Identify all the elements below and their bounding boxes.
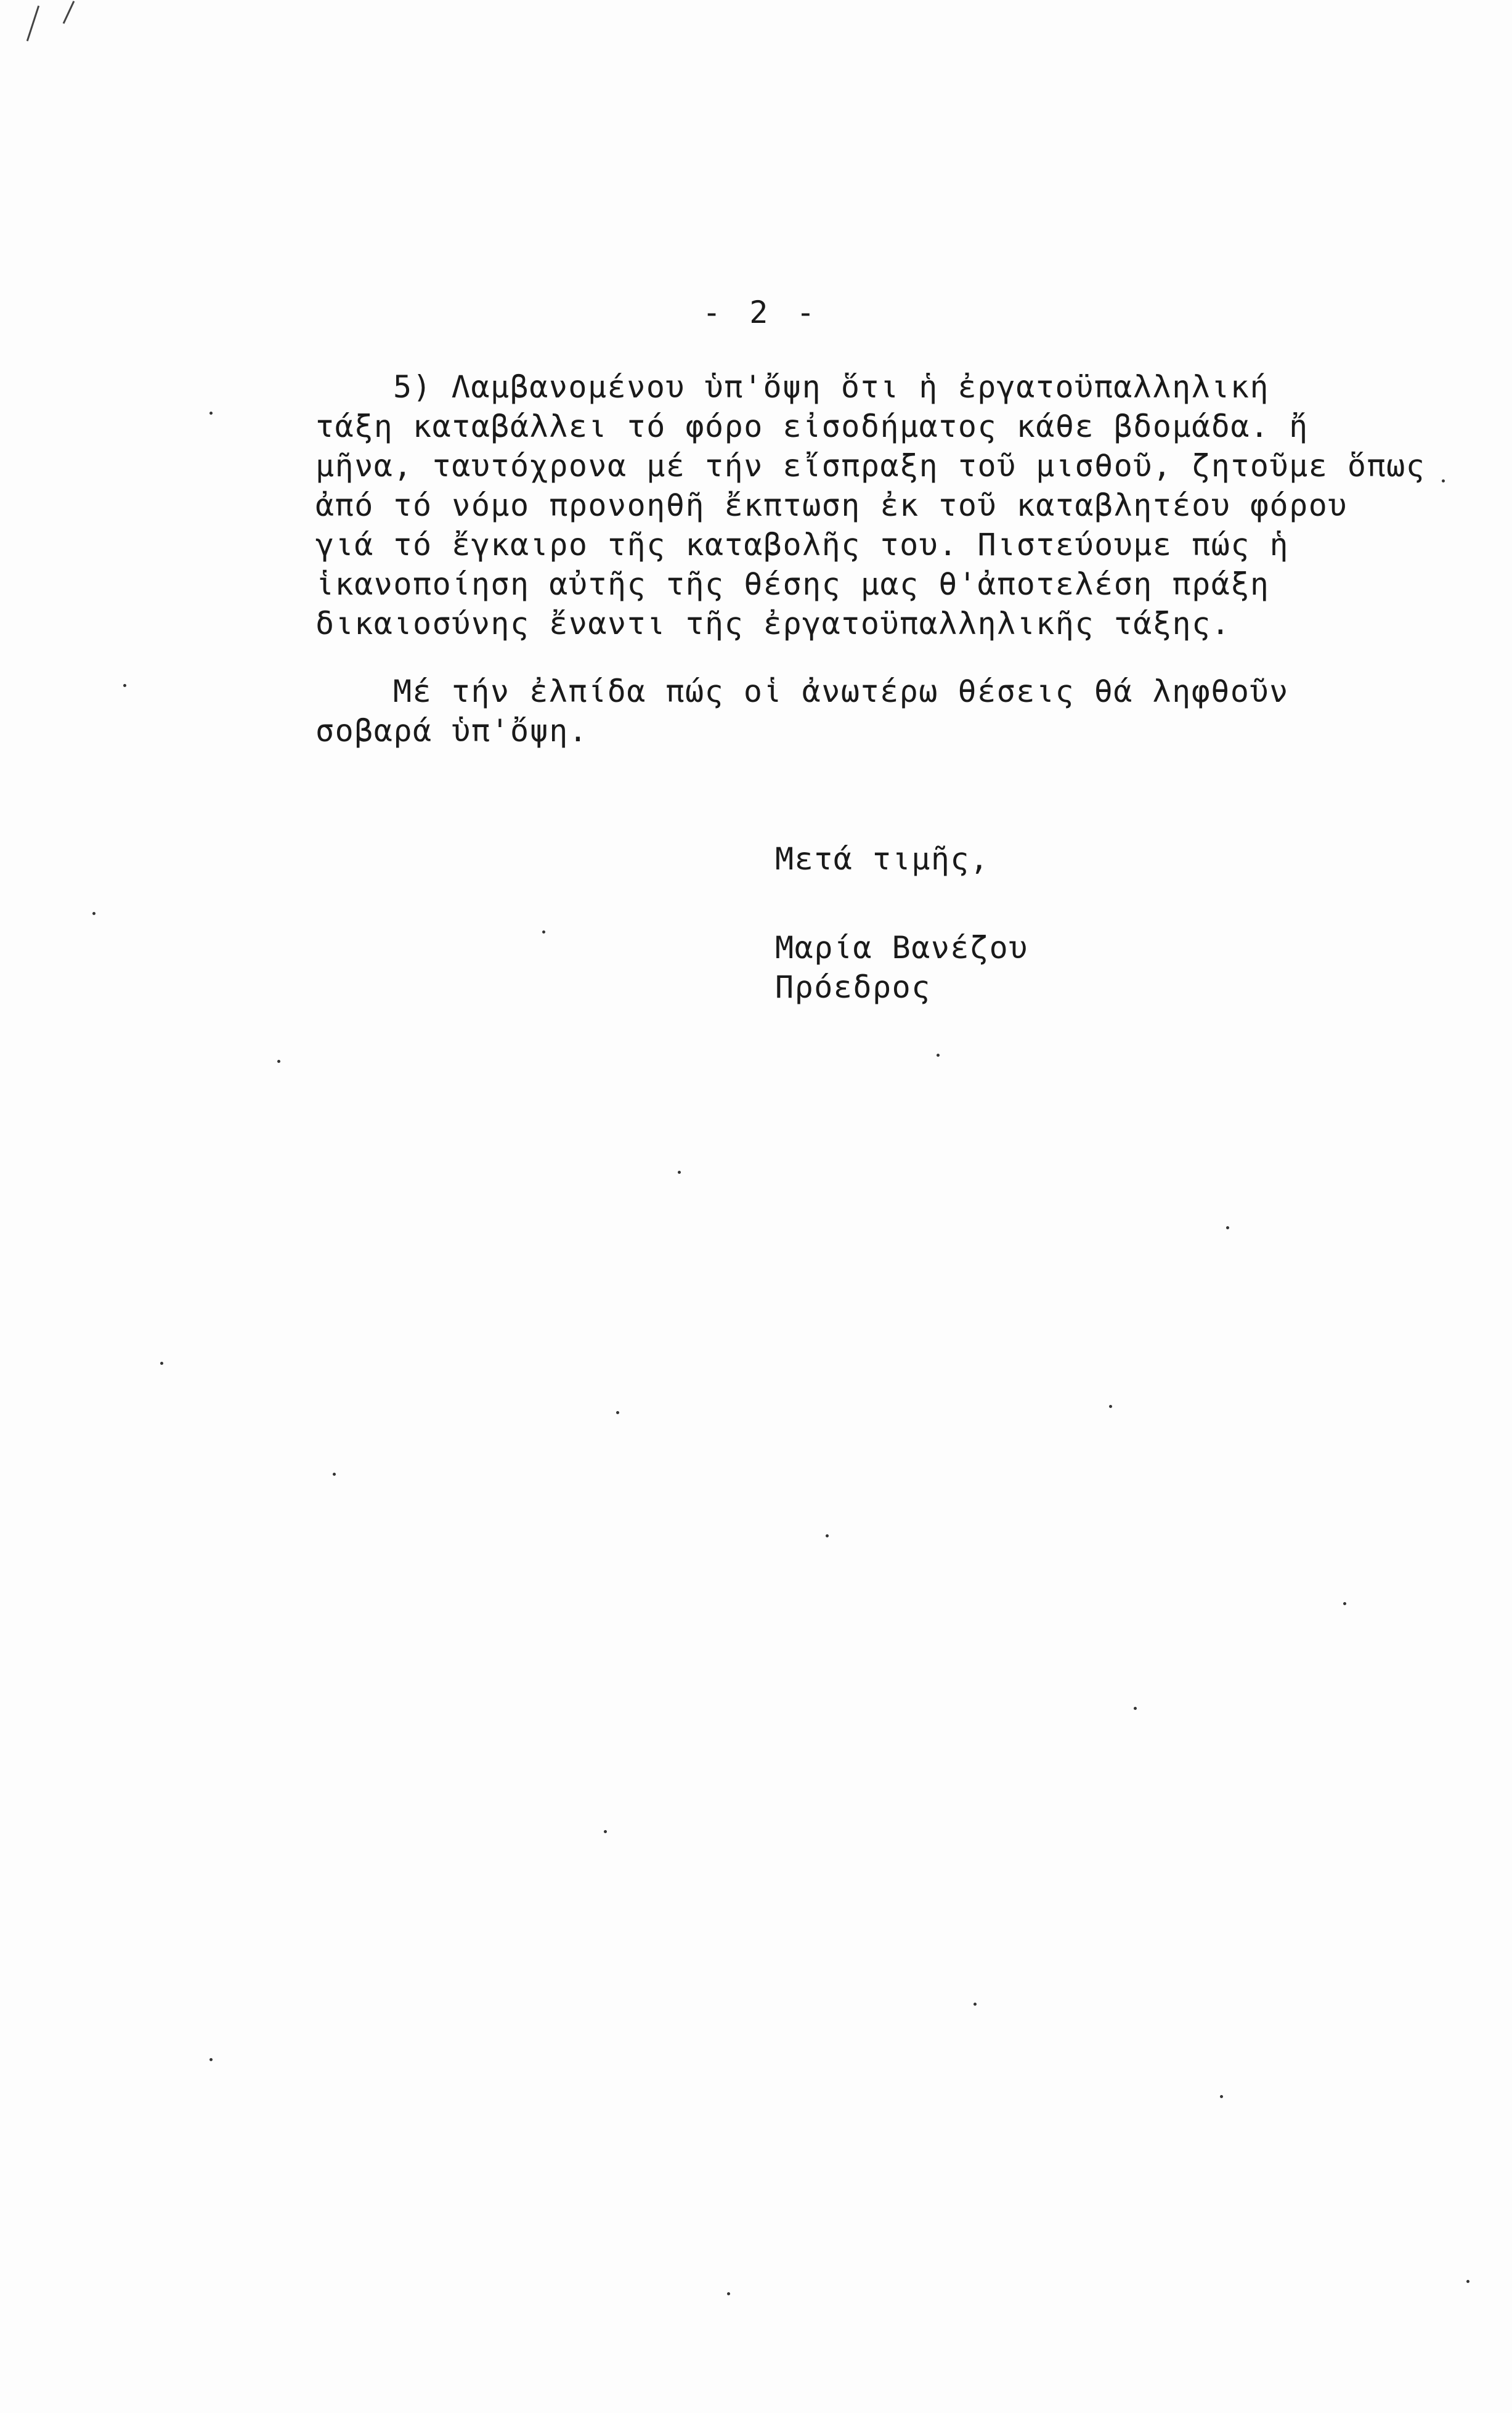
- paragraph-line: γιά τό ἔγκαιρο τῆς καταβολῆς του. Πιστεύουμε πώς ἡ: [315, 527, 1290, 563]
- scan-speck: [604, 1830, 607, 1833]
- scan-speck: [209, 2058, 213, 2061]
- scan-speck: [160, 1362, 163, 1365]
- signatory-name: Μαρία Βανέζου: [775, 930, 1028, 966]
- salutation: Μετά τιμῆς,: [775, 841, 990, 877]
- scan-speck: [973, 2003, 977, 2006]
- scan-speck: [1109, 1405, 1112, 1408]
- paragraph-line: ἀπό τό νόμο προνοηθῆ ἔκπτωση ἐκ τοῦ καταβλητέου φόρου: [315, 487, 1347, 523]
- paragraph-line: ἱκανοποίηση αὐτῆς τῆς θέσης μας θ'ἀποτελέση πράξη: [315, 566, 1270, 602]
- scan-speck: [209, 412, 213, 415]
- signatory-title: Πρόεδρος: [775, 969, 931, 1005]
- paragraph-line: δικαιοσύνης ἔναντι τῆς ἐργατοϋπαλληλικῆς τάξης.: [315, 606, 1231, 641]
- scan-speck: [1466, 2280, 1469, 2283]
- page-number: - 2 -: [702, 295, 820, 330]
- scan-speck: [1343, 1602, 1346, 1605]
- scan-speck: [1134, 1707, 1137, 1710]
- paragraph-line: σοβαρά ὑπ'ὄψη.: [315, 713, 588, 749]
- paragraph-line: τάξη καταβάλλει τό φόρο εἰσοδήματος κάθε βδομάδα. ἤ: [315, 409, 1309, 444]
- scan-mark: [26, 6, 39, 41]
- scan-speck: [727, 2292, 730, 2295]
- paragraph-line: Μέ τήν ἐλπίδα πώς οἱ ἀνωτέρω θέσεις θά ληφθοῦν: [393, 673, 1289, 709]
- paragraph-line: μῆνα, ταυτόχρονα μέ τήν εἴσπραξη τοῦ μισθοῦ, ζητοῦμε ὅπως: [315, 448, 1426, 484]
- paragraph-line: 5) Λαμβανομένου ὑπ'ὄψη ὅτι ἡ ἐργατοϋπαλληλική: [393, 369, 1270, 405]
- scan-speck: [123, 684, 126, 687]
- scan-speck: [277, 1060, 280, 1063]
- scan-speck: [678, 1171, 681, 1174]
- scan-speck: [616, 1411, 619, 1414]
- scan-speck: [542, 930, 545, 934]
- scan-speck: [1442, 479, 1445, 482]
- scan-speck: [1226, 1226, 1229, 1229]
- scan-speck: [1220, 2095, 1223, 2098]
- scan-speck: [937, 1054, 940, 1057]
- scan-mark: [63, 1, 75, 24]
- scan-speck: [333, 1473, 336, 1476]
- scan-speck: [92, 912, 96, 915]
- scan-speck: [826, 1534, 829, 1537]
